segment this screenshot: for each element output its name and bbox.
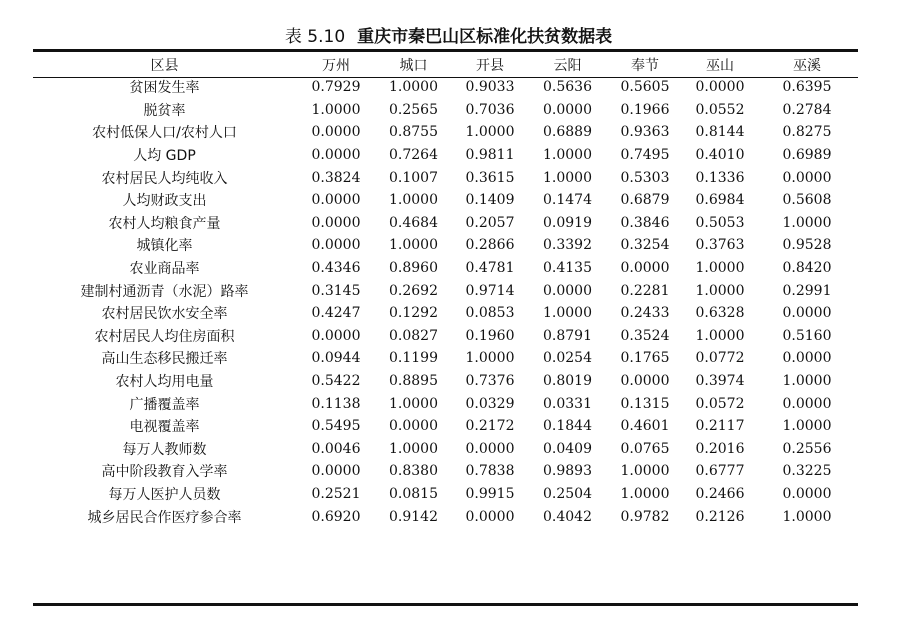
table-cell: 0.0331 [543,395,592,412]
table-cell: 0.4247 [311,305,361,322]
data-table [33,53,858,528]
table-cell: 0.2556 [782,440,832,457]
table-cell: 1.0000 [695,260,745,277]
table-cell: 1.0000 [465,124,515,141]
table-cell: 0.7036 [465,101,515,118]
row-label: 农村人均用电量 [115,374,214,391]
table-row [33,347,858,370]
table-cell: 0.5636 [543,79,592,96]
table-cell: 0.6989 [782,147,832,164]
table-row [33,279,858,302]
table-row [33,212,858,235]
table-cell: 0.3524 [620,327,670,344]
table-cell: 0.0853 [465,305,515,322]
table-cell: 0.0000 [311,463,361,480]
table-cell: 1.0000 [543,305,592,322]
column-header: 奉节 [631,57,659,74]
row-label: 农村居民饮水安全率 [101,306,228,323]
table-cell: 1.0000 [695,327,745,344]
table-cell: 0.6920 [311,508,361,525]
table-cell: 0.2784 [782,101,832,118]
table-cell: 0.6328 [695,305,745,322]
table-cell: 0.9142 [389,508,438,525]
table-cell: 0.8755 [389,124,438,141]
table-cell: 0.8019 [543,373,592,390]
table-cell: 0.5422 [311,373,361,390]
table-cell: 1.0000 [695,282,745,299]
table-cell: 0.0000 [311,192,361,209]
table-cell: 1.0000 [311,101,361,118]
row-label: 贫困发生率 [129,80,200,97]
table-cell: 0.1844 [543,418,592,435]
row-label: 每万人教师数 [122,441,207,458]
table-cell: 0.1336 [695,169,745,186]
table-cell: 0.3824 [311,169,361,186]
table-cell: 1.0000 [782,214,832,231]
row-label: 广播覆盖率 [129,396,200,413]
table-cell: 1.0000 [543,169,592,186]
table-cell: 0.8960 [389,260,438,277]
table-cell: 0.4135 [543,260,592,277]
table-row [33,121,858,144]
table-cell: 1.0000 [782,508,832,525]
table-cell: 0.4346 [311,260,361,277]
column-header: 城口 [399,57,428,74]
table-row [33,392,858,415]
table-cell: 0.4781 [465,260,515,277]
table-cell: 0.0944 [311,350,361,367]
table-cell: 0.0254 [543,350,592,367]
table-row [33,370,858,393]
table-cell: 0.7929 [311,79,361,96]
table-cell: 0.4010 [695,147,745,164]
table-cell: 0.0329 [465,395,515,412]
table-cell: 0.0000 [695,79,745,96]
table-cell: 0.5053 [695,214,745,231]
table-cell: 0.7376 [465,373,515,390]
table-row [33,438,858,461]
table-cell: 0.0815 [389,485,438,502]
table-cell: 0.7838 [465,463,515,480]
table-row [33,189,858,212]
column-header: 云阳 [553,57,582,74]
table-cell: 0.8791 [543,327,592,344]
table-cell: 0.8380 [389,463,438,480]
column-header: 巫山 [706,57,734,74]
table-row [33,415,858,438]
table-cell: 0.1315 [620,395,670,412]
row-label: 每万人医护人员数 [108,486,221,503]
table-title [0,22,897,47]
table-cell: 0.0000 [311,214,361,231]
table-cell: 1.0000 [389,395,438,412]
table-cell: 1.0000 [389,440,438,457]
table-cell: 1.0000 [543,147,592,164]
table-cell: 0.0000 [543,101,592,118]
table-cell: 1.0000 [389,237,438,254]
table-cell: 0.6879 [620,192,670,209]
table-row [33,99,858,122]
row-label: 脱贫率 [143,102,186,119]
table-cell: 0.0000 [389,418,438,435]
table-cell: 0.8144 [695,124,745,141]
table-cell: 0.0000 [620,373,670,390]
table-cell: 0.6984 [695,192,745,209]
table-cell: 0.4601 [620,418,670,435]
table-cell: 0.5608 [782,192,832,209]
table-cell: 0.9811 [465,147,515,164]
table-cell: 0.5303 [620,169,670,186]
table-cell: 0.8420 [782,260,832,277]
table-cell: 0.5605 [620,79,670,96]
table-cell: 0.3974 [695,373,745,390]
table-row [33,166,858,189]
table-cell: 1.0000 [465,350,515,367]
table-row [33,483,858,506]
table-cell: 0.0000 [620,260,670,277]
row-label: 农业商品率 [129,261,200,278]
table-cell: 0.2466 [695,485,745,502]
table-cell: 0.2117 [695,418,745,435]
table-cell: 0.9033 [465,79,515,96]
row-label: 农村低保人口/农村人口 [92,125,237,142]
table-cell: 0.6777 [695,463,745,480]
table-cell: 0.2433 [620,305,670,322]
table-cell: 0.0000 [782,395,832,412]
table-cell: 0.3392 [543,237,592,254]
table-cell: 0.2692 [389,282,438,299]
table-number: 表 5.10 [284,27,346,47]
table-cell: 0.9782 [620,508,670,525]
table-cell: 0.0000 [311,124,361,141]
table-cell: 1.0000 [389,79,438,96]
table-cell: 0.8895 [389,373,438,390]
row-label: 人均 GDP [133,148,196,165]
table-cell: 0.0409 [543,440,592,457]
table-cell: 0.0000 [782,305,832,322]
table-cell: 0.2126 [695,508,745,525]
table-cell: 0.2172 [465,418,515,435]
table-cell: 0.1292 [389,305,438,322]
table-cell: 0.0919 [543,214,592,231]
table-cell: 0.5160 [782,327,832,344]
table-cell: 0.2016 [695,440,745,457]
table-cell: 0.5495 [311,418,361,435]
table-cell: 0.1138 [311,395,361,412]
table-cell: 0.2565 [389,101,438,118]
table-cell: 0.8275 [782,124,832,141]
table-cell: 0.1966 [620,101,670,118]
row-label: 人均财政支出 [122,193,207,210]
table-cell: 1.0000 [389,192,438,209]
table-row [33,460,858,483]
table-row [33,76,858,99]
table-cell: 0.2281 [620,282,670,299]
table-cell: 0.0000 [782,169,832,186]
table-cell: 0.6889 [543,124,592,141]
table-cell: 0.7495 [620,147,670,164]
table-cell: 0.0000 [782,350,832,367]
table-cell: 0.2504 [543,485,592,502]
table-cell: 0.1765 [620,350,670,367]
row-label: 电视覆盖率 [129,419,200,436]
table-cell: 0.0827 [389,327,438,344]
table-cell: 0.3846 [620,214,670,231]
bottom-rule [33,603,858,606]
table-row [33,505,858,528]
table-cell: 0.0000 [465,440,515,457]
table-cell: 0.3254 [620,237,670,254]
row-label: 高中阶段教育入学率 [101,464,228,481]
table-cell: 0.9915 [465,485,515,502]
table-cell: 0.4042 [543,508,592,525]
table-cell: 0.2991 [782,282,832,299]
table-cell: 0.0000 [465,508,515,525]
row-label: 农村居民人均住房面积 [94,328,235,345]
table-cell: 0.1960 [465,327,515,344]
table-cell: 1.0000 [620,463,670,480]
table-cell: 0.6395 [782,79,832,96]
table-row [33,302,858,325]
table-cell: 0.0046 [311,440,361,457]
row-label: 城镇化率 [136,238,193,255]
table-cell: 0.0000 [311,147,361,164]
column-header: 巫溪 [793,57,821,74]
table-row [33,234,858,257]
table-cell: 0.7264 [389,147,438,164]
table-cell: 0.0772 [695,350,745,367]
table-cell: 0.3145 [311,282,361,299]
row-label: 高山生态移民搬迁率 [101,351,228,368]
table-cell: 0.0000 [311,327,361,344]
table-cell: 0.2057 [465,214,515,231]
table-cell: 0.1409 [465,192,515,209]
table-cell: 0.0000 [543,282,592,299]
table-caption: 重庆市秦巴山区标准化扶贫数据表 [357,27,613,47]
table-cell: 0.1474 [543,192,592,209]
row-label: 建制村通沥青（水泥）路率 [80,283,249,300]
row-label: 城乡居民合作医疗参合率 [87,509,242,526]
table-cell: 0.0572 [695,395,745,412]
table-cell: 1.0000 [782,373,832,390]
table-cell: 1.0000 [620,485,670,502]
table-cell: 0.0552 [695,101,745,118]
table-cell: 0.1007 [389,169,438,186]
column-header: 开县 [476,57,504,74]
table-cell: 0.9363 [620,124,670,141]
table-cell: 0.2866 [465,237,515,254]
table-cell: 0.1199 [389,350,438,367]
table-row [33,257,858,280]
table-cell: 0.3615 [465,169,515,186]
table-cell: 0.3225 [782,463,832,480]
column-header: 万州 [322,57,350,74]
table-cell: 0.2521 [311,485,361,502]
table-cell: 0.9714 [465,282,515,299]
table-cell: 1.0000 [782,418,832,435]
table-row [33,325,858,348]
table-cell: 0.0765 [620,440,670,457]
top-rule [33,49,858,52]
table-row [33,144,858,167]
table-cell: 0.9528 [782,237,832,254]
table-cell: 0.3763 [695,237,745,254]
row-label: 农村人均粮食产量 [108,215,221,232]
column-header-county: 区县 [150,57,179,74]
table-cell: 0.9893 [543,463,592,480]
row-label: 农村居民人均纯收入 [101,170,228,187]
table-cell: 0.0000 [782,485,832,502]
header-row [33,53,858,76]
table-cell: 0.4684 [389,214,438,231]
table-cell: 0.0000 [311,237,361,254]
